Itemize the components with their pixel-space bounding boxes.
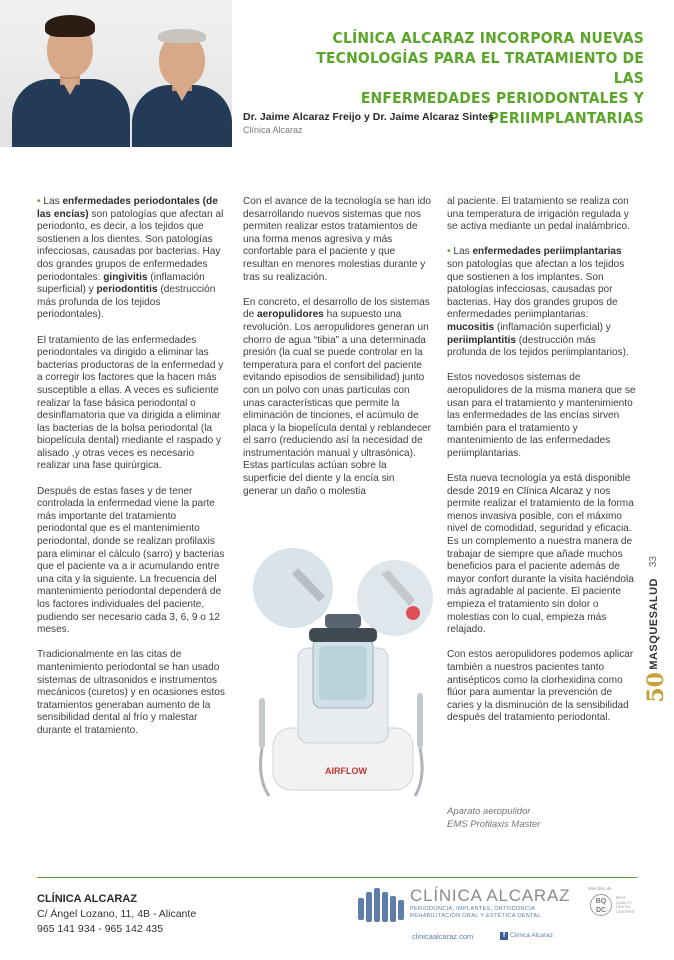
side-handpiece-left-icon (259, 698, 265, 748)
paragraph: • Las enfermedades periimplantarias son patologías que afectan a los tejidos que sostienen a los implantes. Son patologías infecciosas, causadas por bacterias. Hay dos grandes grupos de enfermedades periimplantarias: mucositis (inflamación superficial) y periimplantitis (destrucción más profunda de los tejidos periimplantarios). (447, 246, 629, 359)
bullet-icon: • (37, 196, 41, 207)
paragraph: Con el avance de la tecnología se han ido desarrollando nuevos sistemas que nos permiten realizar estos tratamientos de una forma menos agresiva y más confortable para el paciente y que resultan en menores molestias durante y tras su realización. (243, 196, 431, 283)
caption-line: EMS Profilaxis Master (447, 818, 541, 830)
clinic-logo (356, 884, 576, 934)
doctor-left (12, 7, 130, 147)
paragraph: Después de estas fases y de tener controlada la enfermedad viene la parte más importante del tratamiento periodontal que es el mantenimiento periodontal, donde se realizan profilaxis para eliminar el cálculo (sarro) y bacterias que el paciente va a ir acumulando entre una cita y la siguiente. La frecuencia del mantenimiento periodontal dependerá de los factores individuales del paciente, pudiendo ser necesario cada 3, 6, 9 o 12 meses. (37, 485, 225, 636)
logo-subtitle: REHABILITACIÓN ORAL Y ESTÉTICA DENTAL (410, 913, 541, 919)
authors: Dr. Jaime Alcaraz Freijo y Dr. Jaime Alcaraz Sintes (243, 111, 494, 123)
doctor-right (132, 17, 232, 147)
footer-facebook[interactable]: Clínica Alcaraz (510, 932, 553, 939)
paragraph: • Las enfermedades periodontales (de las encías) son patologías que afectan al periodonto, es decir, a los tejidos que sostienen a los dientes. Son patologías infecciosas, causadas por bacterias. Hay dos grandes grupos de enfermedades periodontales: gingivitis (inflamación superficial) y periodontitis (destrucción más profunda de los tejidos periodontales). (37, 196, 224, 321)
airflow-device-image (243, 528, 439, 798)
spray-closeup-right (357, 560, 433, 636)
spray-closeup-left (253, 548, 333, 628)
footer-address: C/ Ángel Lozano, 11, 4B - Alicante (37, 908, 197, 920)
badge-text: BEST QUALITY DENTAL CENTERS (616, 896, 635, 914)
paragraph: al paciente. El tratamiento se realiza con una temperatura de irrigación regulada y se activa mediante un pedal inalámbrico. (447, 196, 630, 233)
logo-teeth-icon (356, 884, 406, 928)
image-caption (447, 806, 540, 831)
paragraph: Esta nueva tecnología ya está disponible desde 2019 en Clínica Alcaraz y nos permite realizar el tratamiento de la forma menos invasiva posible, con el máximo nivel de comodidad, seguridad y eficacia. Es un complemento a nuestra manera de trabajar de siempre que añade muchos beneficios para el paciente además de mayor confort durante la visita haciéndola más agradable al paciente. El paciente empieza el tratamiento sin dolor o molestias con lo cual, empieza más relajado. (447, 473, 634, 636)
paragraph: En concreto, el desarrollo de los sistemas de aeropulidores ha supuesto una revolución. Los aeropulidores generan un chorro de agua “tibia” a una determinada presión (la cual se puede controlar en la temperatura para el confort del paciente evitando episodios de sensibilidad) junto con un polvo con unas partículas con unas características que permite la eliminación de tinciones, el acúmulo de placa y la biopelícula dental y reblandecer el sarro (reduciendo así la necesidad de instrumentación manual y ultrasónica). Estas partículas actúan sobre la superficie del diente y la encía sin generar un daño o molestia (243, 296, 431, 497)
logo-subtitle: PERIODONCIA, IMPLANTES, ORTODONCIA (410, 906, 535, 912)
title-line: CLÍNICA ALCARAZ INCORPORA NUEVAS (332, 29, 644, 47)
column-3 (447, 196, 637, 738)
paragraph: Con estos aeropulidores podemos aplicar también a nuestros pacientes tanto antisépticos como la clorhexidina como flúor para aumentar la prevención de caries y la disminución de la sensibilidad después del tratamiento periodontal. (447, 649, 634, 724)
header-photo-doctors (0, 0, 232, 147)
facebook-icon[interactable]: f (500, 932, 508, 940)
footer-phones: 965 141 934 - 965 142 435 (37, 923, 164, 935)
magazine-issue-number: 50 (643, 672, 669, 703)
footer-clinic-name: CLÍNICA ALCARAZ (37, 893, 138, 905)
column-2 (243, 196, 431, 511)
badge-mark: BQ DC (590, 894, 612, 916)
title-line: TECNOLOGÍAS PARA EL TRATAMIENTO DE LAS (316, 49, 644, 87)
affiliation: Clínica Alcaraz (243, 125, 303, 135)
logo-name: CLÍNICA ALCARAZ (410, 886, 571, 905)
title-line: ENFERMEDADES PERIODONTALES Y PERIIMPLANTARIAS (360, 89, 644, 127)
footer-website[interactable]: clinicaalcaraz.com (412, 932, 474, 941)
column-1 (37, 196, 227, 750)
badge-caption: Miembro de (588, 886, 612, 891)
caption-line: Aparato aeropulidor (447, 806, 531, 817)
paragraph: Estos novedosos sistemas de aeropulidores de la misma manera que se usan para el tratamiento y mantenimiento las enfermedades de las encías sirven también para el tratamiento y mantenimiento de las enfermedades periimplantarias. (447, 372, 636, 459)
quality-badge (588, 886, 638, 930)
device-brand-label: AIRFLOW (325, 766, 367, 776)
bullet-icon: • (447, 246, 451, 258)
footer-divider (37, 877, 637, 878)
page-number: 33 (648, 556, 659, 568)
paragraph: El tratamiento de las enfermedades periodontales va dirigido a eliminar las bacterias productoras de la enfermedad y a corregir los factores que la hacen más susceptible a ellas. A veces es suficiente realizar la fase básica periodontal o desinflamatoria que va dirigida a eliminar las bacterias de la bolsa periodontal (la biopelícula dental) mediante el raspado y alisado ,y otras veces es necesario realizar una fase quirúrgica. (37, 334, 224, 472)
chamber-cap (309, 628, 377, 642)
magazine-name: MASQUESALUD (648, 578, 660, 670)
paragraph: Tradicionalmente en las citas de mantenimiento periodontal se han usado sistemas de ultrasonidos e instrumentos mecánicos (curetos) y en ocasiones estos tratamientos generaban aumento de la sensibilidad dental al frío y malestar durante el tratamiento. (37, 649, 225, 736)
side-handpiece-right-icon (417, 693, 423, 748)
